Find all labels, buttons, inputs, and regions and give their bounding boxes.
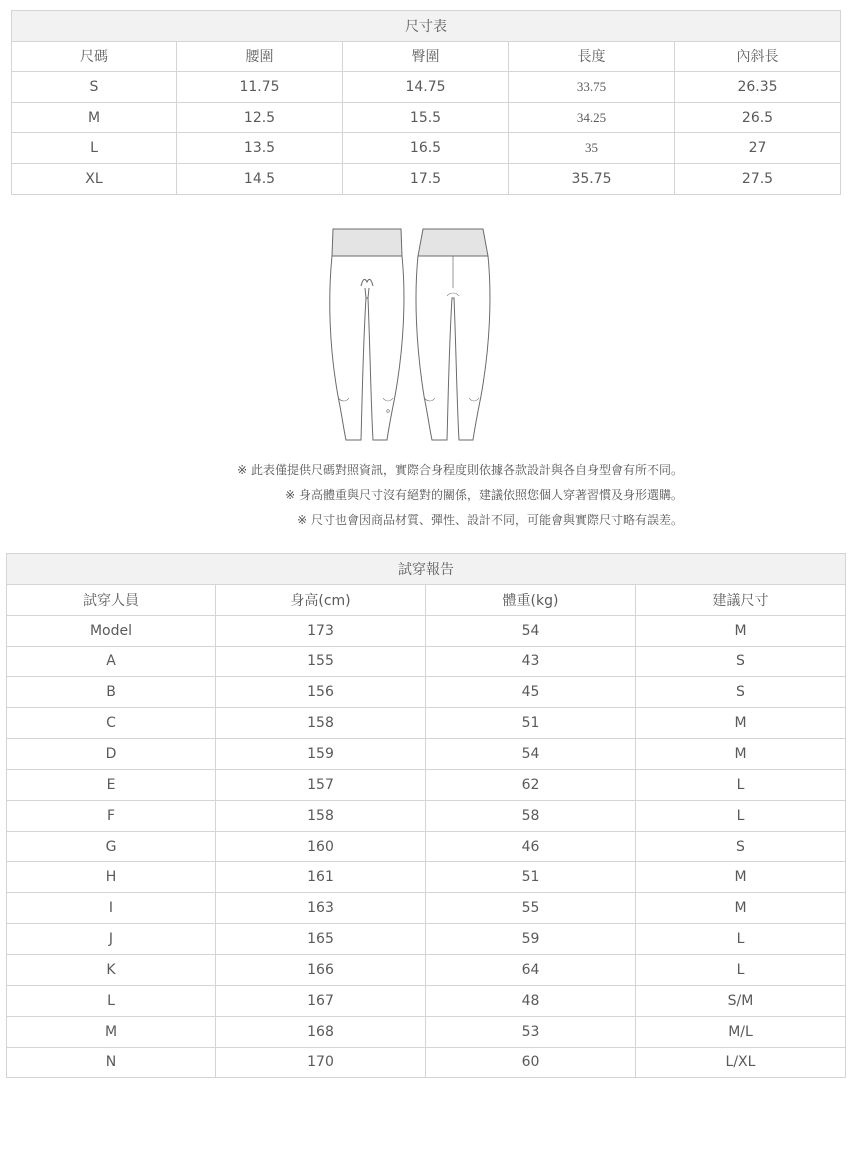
- table-cell: S: [636, 646, 846, 677]
- header-cell: 內斜長: [675, 41, 841, 72]
- table-cell: D: [7, 739, 216, 770]
- table-cell: 34.25: [509, 102, 675, 133]
- table-cell: C: [7, 708, 216, 739]
- table-cell: 158: [216, 800, 426, 831]
- header-cell: 尺碼: [12, 41, 177, 72]
- table-cell: 45: [426, 677, 636, 708]
- table-cell: 17.5: [343, 163, 509, 194]
- table-cell: K: [7, 954, 216, 985]
- sizing-note: ※ 此表僅提供尺碼對照資訊，實際合身程度則依據各款設計與各自身型會有所不同。: [237, 463, 683, 477]
- table-cell: 160: [216, 831, 426, 862]
- table-cell: 54: [426, 739, 636, 770]
- table-cell: G: [7, 831, 216, 862]
- table-cell: A: [7, 646, 216, 677]
- table-cell: L/XL: [636, 1047, 846, 1078]
- table-cell: 48: [426, 985, 636, 1016]
- leggings-front-icon: [330, 229, 404, 440]
- table-cell: 26.35: [675, 72, 841, 103]
- table-cell: 163: [216, 893, 426, 924]
- table-cell: 12.5: [177, 102, 343, 133]
- header-cell: 建議尺寸: [636, 584, 846, 615]
- table-cell: M/L: [636, 1016, 846, 1047]
- size-chart-title-row: [12, 11, 841, 42]
- table-row: [7, 893, 846, 924]
- table-cell: 60: [426, 1047, 636, 1078]
- table-row: [12, 102, 841, 133]
- table-row: [7, 1016, 846, 1047]
- tryon-report-table: [6, 553, 846, 1078]
- header-cell: 體重(kg): [426, 584, 636, 615]
- table-cell: S: [636, 831, 846, 862]
- table-cell: L: [636, 924, 846, 955]
- leggings-back-icon: [416, 229, 490, 440]
- table-row: [7, 954, 846, 985]
- table-row: [7, 924, 846, 955]
- header-cell: 試穿人員: [7, 584, 216, 615]
- table-cell: 26.5: [675, 102, 841, 133]
- header-cell: 臀圍: [343, 41, 509, 72]
- table-row: [12, 163, 841, 194]
- table-cell: I: [7, 893, 216, 924]
- table-cell: S: [636, 677, 846, 708]
- table-cell: 155: [216, 646, 426, 677]
- table-row: [7, 800, 846, 831]
- table-cell: L: [636, 769, 846, 800]
- table-cell: L: [636, 800, 846, 831]
- table-cell: 11.75: [177, 72, 343, 103]
- table-cell: 58: [426, 800, 636, 831]
- header-cell: 腰圍: [177, 41, 343, 72]
- tryon-header-row: [7, 584, 846, 615]
- table-row: [7, 646, 846, 677]
- table-cell: 158: [216, 708, 426, 739]
- size-chart-header-row: [12, 41, 841, 72]
- table-cell: 54: [426, 615, 636, 646]
- table-row: [7, 677, 846, 708]
- table-cell: 14.5: [177, 163, 343, 194]
- table-cell: 46: [426, 831, 636, 862]
- table-cell: 157: [216, 769, 426, 800]
- table-cell: M: [636, 862, 846, 893]
- table-cell: 27: [675, 133, 841, 164]
- table-cell: 33.75: [509, 72, 675, 103]
- table-cell: S: [12, 72, 177, 103]
- leggings-illustration: [325, 226, 497, 446]
- table-cell: L: [636, 954, 846, 985]
- table-cell: 168: [216, 1016, 426, 1047]
- table-cell: M: [636, 739, 846, 770]
- table-cell: 35.75: [509, 163, 675, 194]
- table-cell: J: [7, 924, 216, 955]
- table-cell: M: [636, 615, 846, 646]
- table-cell: M: [7, 1016, 216, 1047]
- table-row: [7, 708, 846, 739]
- table-cell: 165: [216, 924, 426, 955]
- table-cell: Model: [7, 615, 216, 646]
- header-cell: 長度: [509, 41, 675, 72]
- table-cell: 16.5: [343, 133, 509, 164]
- table-row: [7, 985, 846, 1016]
- table-cell: 166: [216, 954, 426, 985]
- size-chart-table: [11, 10, 841, 195]
- table-cell: 27.5: [675, 163, 841, 194]
- table-cell: 43: [426, 646, 636, 677]
- table-cell: 161: [216, 862, 426, 893]
- table-cell: L: [12, 133, 177, 164]
- table-cell: 159: [216, 739, 426, 770]
- table-cell: F: [7, 800, 216, 831]
- sizing-note: ※ 尺寸也會因商品材質、彈性、設計不同，可能會與實際尺寸略有誤差。: [297, 513, 683, 527]
- table-row: [7, 1047, 846, 1078]
- table-row: [7, 615, 846, 646]
- size-chart-title: 尺寸表: [12, 11, 841, 42]
- table-row: [7, 831, 846, 862]
- table-cell: 35: [509, 133, 675, 164]
- table-cell: M: [636, 708, 846, 739]
- table-cell: XL: [12, 163, 177, 194]
- table-cell: M: [636, 893, 846, 924]
- header-cell: 身高(cm): [216, 584, 426, 615]
- table-cell: 156: [216, 677, 426, 708]
- sizing-note: ※ 身高體重與尺寸沒有絕對的關係，建議依照您個人穿著習慣及身形選購。: [285, 488, 683, 502]
- table-cell: M: [12, 102, 177, 133]
- table-cell: 167: [216, 985, 426, 1016]
- table-row: [7, 769, 846, 800]
- table-cell: 53: [426, 1016, 636, 1047]
- table-cell: 59: [426, 924, 636, 955]
- table-cell: 62: [426, 769, 636, 800]
- table-cell: L: [7, 985, 216, 1016]
- table-cell: 15.5: [343, 102, 509, 133]
- table-row: [12, 133, 841, 164]
- table-cell: 14.75: [343, 72, 509, 103]
- tryon-title-row: [7, 554, 846, 585]
- tryon-report-title: 試穿報告: [7, 554, 846, 585]
- table-cell: H: [7, 862, 216, 893]
- table-row: [12, 72, 841, 103]
- table-cell: E: [7, 769, 216, 800]
- table-cell: 51: [426, 862, 636, 893]
- table-cell: S/M: [636, 985, 846, 1016]
- table-cell: 64: [426, 954, 636, 985]
- table-cell: N: [7, 1047, 216, 1078]
- sizing-notes: [0, 462, 683, 537]
- table-row: [7, 739, 846, 770]
- table-cell: 170: [216, 1047, 426, 1078]
- table-row: [7, 862, 846, 893]
- table-cell: 51: [426, 708, 636, 739]
- table-cell: 173: [216, 615, 426, 646]
- table-cell: 55: [426, 893, 636, 924]
- table-cell: 13.5: [177, 133, 343, 164]
- table-cell: B: [7, 677, 216, 708]
